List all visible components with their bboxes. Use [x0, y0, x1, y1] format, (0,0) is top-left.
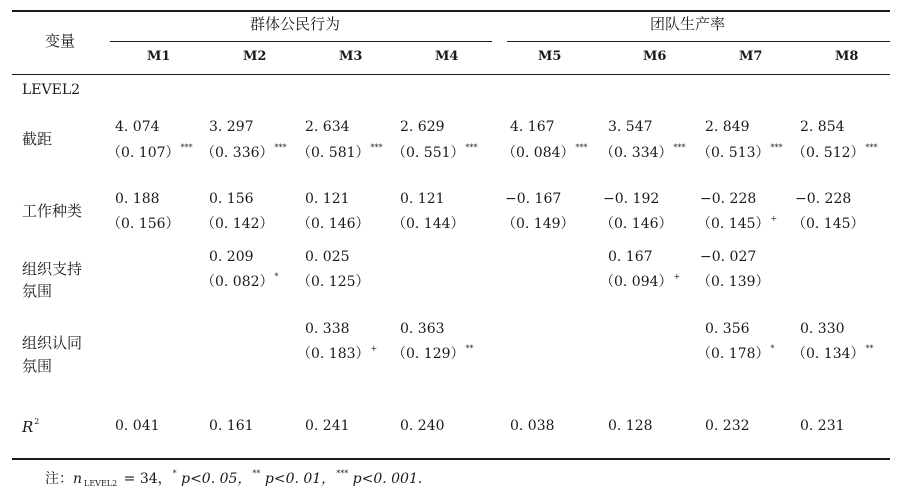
variable-header: 变量	[45, 32, 76, 50]
cell-orgsupport-m3-se: （0. 125）	[297, 274, 370, 290]
cell-orgsupport-m7-coef: −0. 027	[700, 249, 757, 265]
cell-r2-m1: 0. 041	[115, 418, 160, 434]
group2-underline	[507, 41, 890, 42]
cell-jobtype-m7-coef: −0. 228	[700, 191, 757, 207]
cell-orgidentity-m4-coef: 0. 363	[400, 321, 445, 337]
row-label-r-squared: $R^2$	[22, 417, 40, 436]
cell-intercept-m5-se: （0. 084）***	[502, 143, 588, 161]
cell-jobtype-m7-se: （0. 145）+	[697, 214, 778, 232]
cell-intercept-m4-se: （0. 551）***	[392, 143, 478, 161]
cell-orgsupport-m2-coef: 0. 209	[209, 249, 254, 265]
cell-intercept-m7-se: （0. 513）***	[697, 143, 783, 161]
row-label-org-support-line1: 组织支持	[22, 260, 83, 278]
cell-intercept-m2-se: （0. 336）***	[201, 143, 287, 161]
cell-orgidentity-m8-se: （0. 134）**	[792, 344, 874, 362]
cell-intercept-m7-coef: 2. 849	[705, 119, 750, 135]
cell-orgsupport-m7-se: （0. 139）	[697, 274, 770, 290]
cell-orgsupport-m3-coef: 0. 025	[305, 249, 350, 265]
cell-intercept-m3-coef: 2. 634	[305, 119, 350, 135]
cell-orgsupport-m2-se: （0. 082）*	[201, 272, 279, 290]
cell-jobtype-m2-coef: 0. 156	[209, 191, 254, 207]
cell-orgsupport-m6-coef: 0. 167	[608, 249, 653, 265]
cell-r2-m5: 0. 038	[510, 418, 555, 434]
group-header-citizenship: 群体公民行为	[250, 15, 341, 33]
row-label-org-identity-line2: 氛围	[22, 357, 53, 375]
cell-r2-m6: 0. 128	[608, 418, 653, 434]
cell-jobtype-m6-coef: −0. 192	[603, 191, 660, 207]
cell-intercept-m3-se: （0. 581）***	[297, 143, 383, 161]
cell-jobtype-m8-coef: −0. 228	[795, 191, 852, 207]
cell-r2-m3: 0. 241	[305, 418, 350, 434]
cell-r2-m8: 0. 231	[800, 418, 845, 434]
cell-intercept-m2-coef: 3. 297	[209, 119, 254, 135]
col-header-m5: M5	[538, 49, 562, 64]
row-label-org-identity-line1: 组织认同	[22, 334, 83, 352]
col-header-m8: M8	[835, 49, 859, 64]
cell-jobtype-m3-coef: 0. 121	[305, 191, 350, 207]
cell-jobtype-m8-se: （0. 145）	[792, 216, 865, 232]
header-bottom-rule	[12, 74, 890, 75]
cell-intercept-m6-se: （0. 334）***	[600, 143, 686, 161]
cell-orgidentity-m3-se: （0. 183）+	[297, 344, 378, 362]
col-header-m4: M4	[435, 49, 459, 64]
section-label-level2: LEVEL2	[22, 82, 81, 98]
cell-jobtype-m4-se: （0. 144）	[392, 216, 465, 232]
cell-orgidentity-m4-se: （0. 129）**	[392, 344, 474, 362]
top-rule	[12, 10, 890, 12]
cell-jobtype-m5-se: （0. 149）	[502, 216, 575, 232]
cell-jobtype-m6-se: （0. 146）	[600, 216, 673, 232]
cell-intercept-m1-se: （0. 107）***	[107, 143, 193, 161]
col-header-m7: M7	[739, 49, 763, 64]
cell-orgsupport-m6-se: （0. 094）+	[600, 272, 681, 290]
cell-intercept-m8-se: （0. 512）***	[792, 143, 878, 161]
col-header-m6: M6	[643, 49, 667, 64]
cell-intercept-m8-coef: 2. 854	[800, 119, 845, 135]
cell-orgidentity-m7-coef: 0. 356	[705, 321, 750, 337]
cell-r2-m4: 0. 240	[400, 418, 445, 434]
cell-intercept-m5-coef: 4. 167	[510, 119, 555, 135]
cell-intercept-m1-coef: 4. 074	[115, 119, 160, 135]
col-header-m2: M2	[243, 49, 267, 64]
cell-orgidentity-m7-se: （0. 178）*	[697, 344, 775, 362]
row-label-org-support-line2: 氛围	[22, 282, 53, 300]
cell-r2-m7: 0. 232	[705, 418, 750, 434]
cell-jobtype-m3-se: （0. 146）	[297, 216, 370, 232]
row-label-job-type: 工作种类	[22, 202, 83, 220]
table-footnote: 注：n $_{LEVEL2}$ = 34，* p<0. 05，** p<0. 01，*** p<0. 001.	[45, 469, 423, 488]
cell-jobtype-m5-coef: −0. 167	[505, 191, 562, 207]
cell-intercept-m4-coef: 2. 629	[400, 119, 445, 135]
row-label-intercept: 截距	[22, 130, 53, 148]
cell-jobtype-m2-se: （0. 142）	[201, 216, 274, 232]
group-header-productivity: 团队生产率	[650, 15, 726, 33]
group1-underline	[110, 41, 492, 42]
col-header-m1: M1	[147, 49, 171, 64]
col-header-m3: M3	[339, 49, 363, 64]
cell-intercept-m6-coef: 3. 547	[608, 119, 653, 135]
cell-jobtype-m4-coef: 0. 121	[400, 191, 445, 207]
cell-jobtype-m1-se: （0. 156）	[107, 216, 180, 232]
cell-orgidentity-m3-coef: 0. 338	[305, 321, 350, 337]
cell-jobtype-m1-coef: 0. 188	[115, 191, 160, 207]
cell-orgidentity-m8-coef: 0. 330	[800, 321, 845, 337]
cell-r2-m2: 0. 161	[209, 418, 254, 434]
bottom-rule	[12, 458, 890, 460]
